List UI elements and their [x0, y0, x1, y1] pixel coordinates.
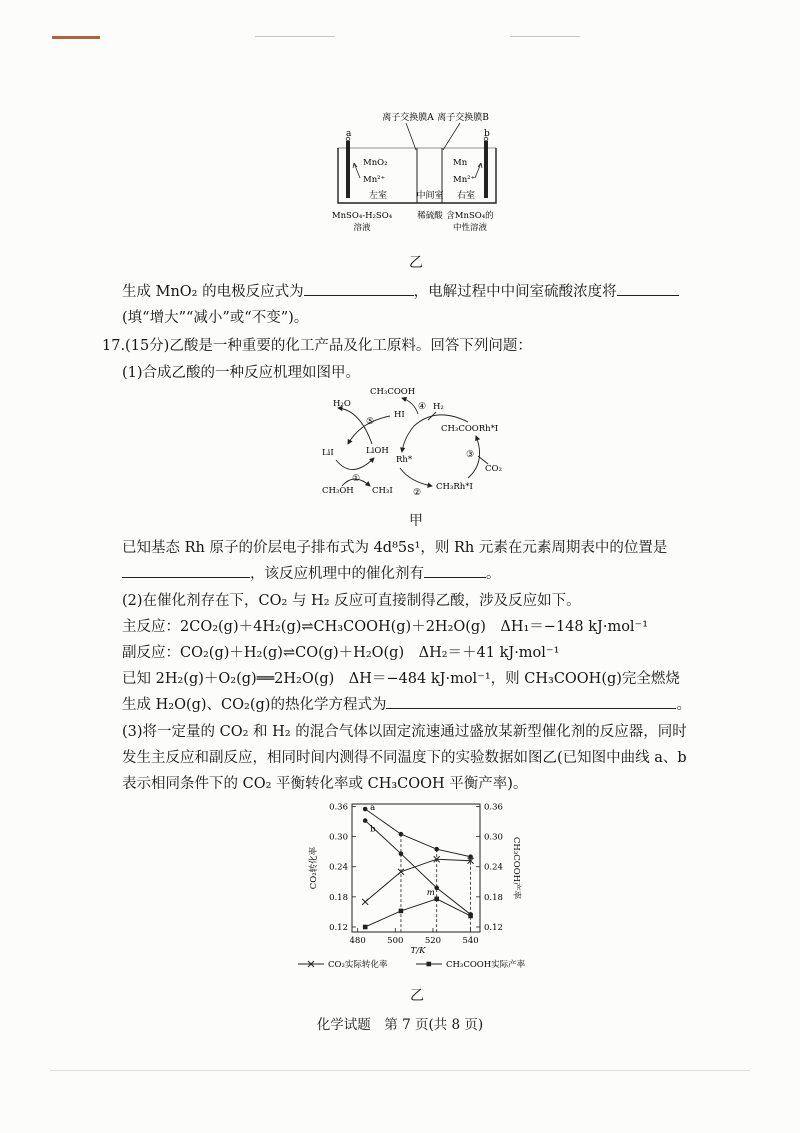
- right-arrow: [475, 163, 481, 178]
- series-line: [365, 809, 470, 857]
- chart-caption: 乙: [410, 988, 424, 1004]
- series-line: [365, 821, 470, 915]
- q17-part1-text2: [122, 562, 501, 583]
- left-ion: Mn²⁺: [363, 175, 386, 185]
- y-axis-label-right: CH₃COOH产率: [511, 836, 521, 900]
- step-1: ①: [352, 474, 361, 484]
- temperature-chart: [290, 796, 540, 976]
- electrolysis-cell-diagram: [320, 108, 510, 243]
- chart-ticks: [308, 803, 522, 956]
- top-rule: [255, 36, 335, 37]
- membrane-b-pointer: [443, 123, 460, 150]
- right-room-label: 右室: [456, 191, 476, 201]
- species-rh: Rh*: [396, 455, 413, 465]
- data-point: [399, 832, 404, 837]
- reaction-mechanism-diagram: [318, 382, 518, 500]
- species-lii: LiI: [322, 448, 334, 458]
- step-3: ③: [466, 450, 475, 460]
- arrow-co2-in: [478, 456, 488, 464]
- series-label: m: [426, 887, 435, 898]
- data-point: [434, 847, 439, 852]
- q17-part3-line3: 表示相同条件下的 CO₂ 平衡转化率或 CH₃COOH 平衡产率)。: [122, 776, 528, 792]
- legend-label-co2: CO₂实际转化率: [328, 960, 388, 970]
- series-line: [365, 899, 470, 927]
- data-point: [468, 914, 473, 919]
- electrode-b: [484, 141, 488, 198]
- known2-text: 生成 H₂O(g)、CO₂(g)的热化学方程式为: [122, 697, 387, 713]
- known-reaction-line2: [122, 693, 691, 714]
- species-h2: H₂: [433, 402, 444, 412]
- electrode-a-label: a: [346, 129, 352, 139]
- bottom-rule: [50, 1070, 750, 1071]
- electrode-a: [346, 141, 350, 198]
- top-rule: [510, 36, 580, 37]
- arrow-step1: [336, 458, 374, 470]
- series-label: a: [370, 803, 376, 814]
- x-tick-label: 500: [387, 936, 404, 946]
- data-point: [363, 925, 368, 930]
- membrane-a-label: 离子交换膜A: [382, 113, 434, 123]
- middle-room-label: 中间室: [416, 191, 444, 201]
- prev-question-line1: [122, 280, 679, 301]
- right-solution-line1: 含MnSO₄的: [446, 211, 494, 221]
- main-reaction: 主反应：2CO₂(g)＋4H₂(g)⇌CH₃COOH(g)＋2H₂O(g) ΔH₁＝−148 kJ·mol⁻¹: [122, 619, 649, 635]
- arrow-step2: [400, 468, 432, 486]
- mechanism-caption: 甲: [409, 513, 423, 529]
- x-axis-label: T/K: [410, 946, 426, 956]
- left-arrow: [354, 163, 360, 178]
- y-axis-label-left: CO₂转化率: [309, 846, 319, 890]
- known-reaction: 已知 2H₂(g)＋O₂(g)══2H₂O(g) ΔH＝−484 kJ·mol⁻¹，则 CH₃COOH(g)完全燃烧: [122, 671, 680, 687]
- prev-question-line2: (填“增大”“减小”或“不变”)。: [122, 310, 309, 326]
- answer-blank-concentration[interactable]: [617, 281, 679, 296]
- x-tick-label: 480: [349, 936, 366, 946]
- x-tick-label: 540: [462, 936, 479, 946]
- series-label: b: [370, 824, 376, 835]
- prev-line1-text-b: ，电解过程中中间室硫酸浓度将: [413, 284, 617, 300]
- y-tick-label-left: 0.30: [329, 832, 348, 843]
- left-product: MnO₂: [363, 158, 388, 168]
- y-tick-label-left: 0.12: [329, 922, 348, 933]
- data-point: [434, 886, 439, 891]
- arrow-h2-in: [428, 412, 436, 420]
- right-ion: Mn²⁺: [453, 175, 476, 185]
- data-point: [399, 851, 404, 856]
- species-hi: HI: [394, 410, 405, 420]
- step-4: ④: [418, 402, 427, 412]
- data-point: [363, 818, 368, 823]
- membrane-a-pointer: [406, 123, 416, 150]
- left-room-label: 左室: [368, 191, 388, 201]
- data-point: [363, 807, 368, 812]
- data-point: [362, 899, 368, 905]
- series-line: [365, 859, 470, 902]
- x-tick-label: 520: [424, 936, 442, 946]
- legend-label-acid: CH₃COOH实际产率: [446, 960, 526, 970]
- step-5: ⑤: [366, 417, 375, 427]
- species-ch3i: CH₃I: [372, 486, 393, 496]
- middle-solution: 稀硫酸: [417, 211, 443, 221]
- page-footer: 化学试题 第 7 页(共 8 页): [316, 1017, 484, 1033]
- data-point: [399, 909, 404, 914]
- known2-end: 。: [676, 697, 691, 713]
- chart-legend: [298, 959, 526, 970]
- y-tick-label-right: 0.36: [484, 802, 503, 813]
- data-point: [468, 854, 473, 859]
- answer-blank-thermo-equation[interactable]: [386, 694, 676, 709]
- right-product: Mn: [453, 158, 468, 168]
- scan-edge-mark: [52, 36, 100, 39]
- q17-part1-text2-end: 。: [486, 566, 501, 582]
- cell-caption: 乙: [409, 255, 423, 271]
- data-point: [434, 897, 439, 902]
- right-solution-line2: 中性溶液: [452, 223, 488, 233]
- q17-part1: (1)合成乙酸的一种反应机理如图甲。: [122, 365, 361, 381]
- q17-title: 17.(15分)乙酸是一种重要的化工产品及化工原料。回答下列问题：: [102, 338, 532, 354]
- left-solution-line1: MnSO₄-H₂SO₄: [331, 211, 393, 221]
- y-tick-label-left: 0.18: [329, 892, 348, 903]
- species-ch3rhi: CH₃Rh*I: [436, 482, 473, 492]
- species-ch3oh: CH₃OH: [322, 486, 354, 496]
- y-tick-label-right: 0.30: [484, 832, 503, 843]
- q17-part3-line1: (3)将一定量的 CO₂ 和 H₂ 的混合气体以固定流速通过盛放某新型催化剂的反应器，同时: [122, 724, 687, 740]
- electrode-b-label: b: [484, 129, 490, 139]
- y-tick-label-left: 0.36: [329, 802, 348, 813]
- y-tick-label-right: 0.24: [484, 862, 503, 873]
- y-tick-label-right: 0.12: [484, 922, 503, 933]
- species-ch3coorhi: CH₃COORh*I: [441, 424, 499, 434]
- species-h2o: H₂O: [333, 399, 351, 409]
- left-solution-line2: 溶液: [353, 223, 371, 233]
- q17-part3-line2: 发生主反应和副反应，相同时间内测得不同温度下的实验数据如图乙(已知图中曲线 a、b: [122, 750, 687, 766]
- prev-line1-text-a: 生成 MnO₂ 的电极反应式为: [122, 284, 304, 300]
- q17-part2: (2)在催化剂存在下，CO₂ 与 H₂ 反应可直接制得乙酸，涉及反应如下。: [122, 593, 581, 609]
- q17-part1-text1: 已知基态 Rh 原子的价层电子排布式为 4d⁸5s¹，则 Rh 元素在元素周期表中的位置是: [122, 540, 668, 556]
- answer-blank-catalyst[interactable]: [424, 563, 486, 578]
- chart-series-group: [362, 803, 473, 929]
- membrane-b-label: 离子交换膜B: [437, 113, 489, 123]
- species-lioh: LiOH: [366, 446, 389, 456]
- answer-blank-position[interactable]: [122, 563, 250, 578]
- legend-marker-acid: [427, 962, 432, 967]
- side-reaction: 副反应：CO₂(g)＋H₂(g)⇌CO(g)＋H₂O(g) ΔH₂＝＋41 kJ·mol⁻¹: [122, 645, 560, 661]
- step-2: ②: [413, 488, 422, 498]
- q17-part1-text2-b: ，该反应机理中的催化剂有: [250, 566, 424, 582]
- species-co2: CO₂: [485, 464, 502, 474]
- y-tick-label-right: 0.18: [484, 892, 503, 903]
- species-ch3cooh: CH₃COOH: [370, 387, 416, 397]
- y-tick-label-left: 0.24: [329, 862, 348, 873]
- answer-blank-electrode[interactable]: [304, 281, 414, 296]
